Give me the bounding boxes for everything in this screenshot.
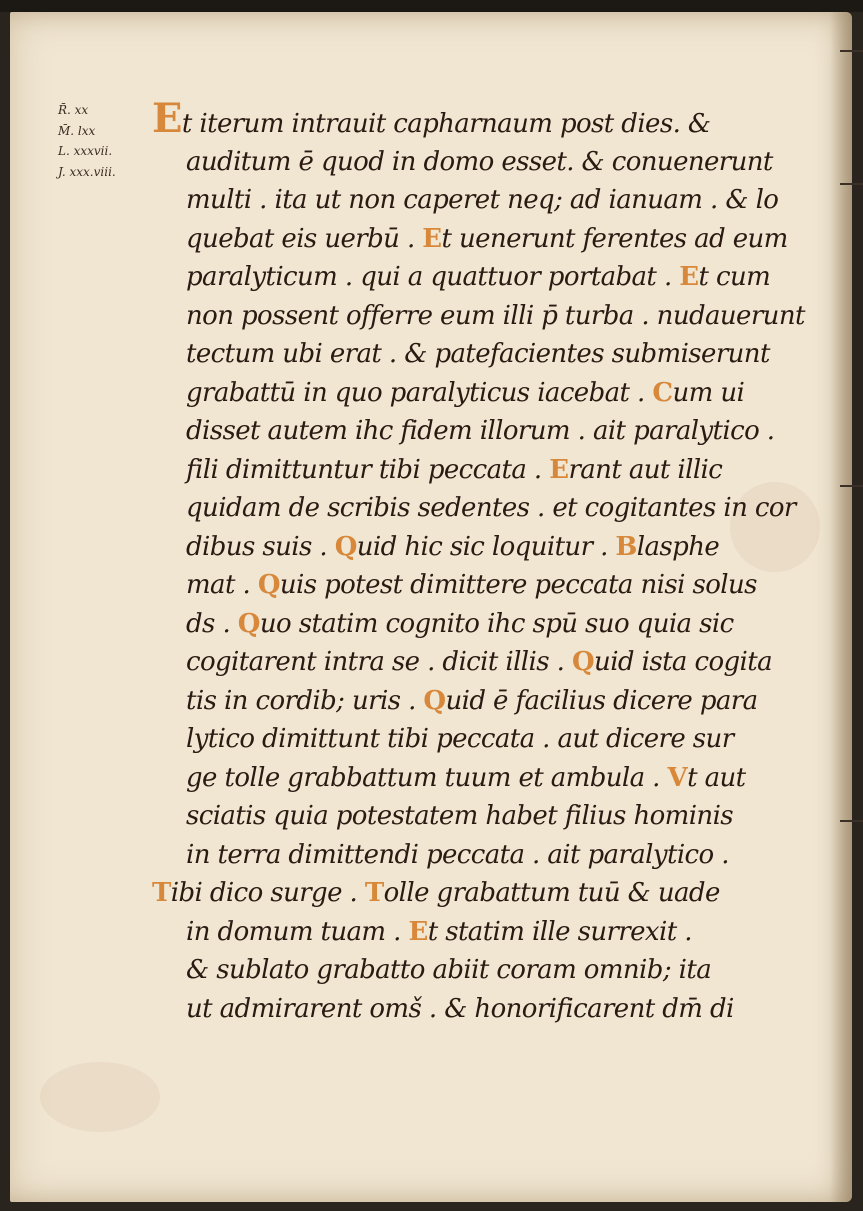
line-text: in domum tuam .	[186, 916, 409, 947]
line-text: tectum ubi erat . & patefacientes submiserunt	[186, 339, 770, 369]
text-line	[186, 990, 776, 1029]
text-line	[186, 643, 776, 682]
rubric-initial: C	[652, 377, 673, 408]
text-line	[186, 682, 776, 721]
text-line	[186, 528, 776, 567]
line-text: sciatis quia potestatem habet filius hominis	[186, 801, 734, 831]
text-line	[186, 605, 776, 644]
line-text: auditum ē quod in domo esset. & conuenerunt	[186, 146, 773, 177]
line-text: non possent offerre eum illi p̄ turba . nudauerunt	[186, 300, 805, 331]
text-line	[186, 297, 805, 336]
line-text: uid ista cogita	[594, 647, 773, 677]
rubric-initial: V	[667, 762, 688, 793]
main-text-column	[152, 95, 805, 1028]
line-text: lytico dimittunt tibi peccata . aut dicere sur	[186, 724, 734, 754]
line-text: ibi dico surge .	[170, 878, 365, 908]
line-text: uid ē facilius dicere para	[445, 685, 758, 716]
text-line	[186, 951, 776, 990]
line-text: dibus suis .	[186, 531, 335, 562]
line-text: t cum	[698, 262, 771, 292]
line-text: in terra dimittendi peccata . ait paralytico .	[186, 839, 729, 870]
line-text: disset autem ihc fidem illorum . ait paralytico .	[186, 416, 775, 446]
text-line	[186, 566, 776, 605]
edge-tab	[840, 50, 863, 52]
rubric-initial: E	[408, 916, 428, 947]
line-text: quebat eis uerbū .	[186, 223, 423, 254]
scan-top-border	[0, 0, 863, 12]
text-line	[152, 95, 776, 143]
text-line	[186, 913, 776, 952]
margin-note: L. xxxvii.	[58, 144, 113, 158]
line-text: t aut	[687, 762, 746, 793]
rubric-initial: Q	[257, 570, 280, 600]
line-text: t uenerunt ferentes ad eum	[441, 223, 788, 254]
rubric-initial: E	[679, 262, 699, 292]
line-text: ut admirarent omš . & honorificarent dm̄ di	[186, 993, 734, 1024]
stain	[40, 1062, 160, 1132]
text-line	[186, 258, 776, 297]
initial-letter: T	[152, 878, 171, 908]
canon-table-notes	[58, 100, 116, 182]
margin-note: M̄. lxx	[58, 123, 96, 138]
line-text: mat .	[186, 570, 258, 600]
line-text: lasphe	[636, 531, 720, 562]
line-text: grabattū in quo paralyticus iacebat .	[186, 377, 653, 408]
line-text: tis in cordib; uris .	[186, 685, 424, 716]
rubric-initial: Q	[571, 647, 595, 677]
line-text: um ui	[672, 377, 745, 408]
rubric-initial: Q	[423, 685, 446, 716]
text-line	[186, 451, 776, 490]
text-line	[186, 374, 776, 413]
rubric-initial: B	[615, 531, 637, 562]
rubric-initial: Q	[237, 608, 260, 639]
text-line	[186, 759, 776, 798]
text-line	[152, 874, 776, 913]
text-line	[186, 720, 776, 759]
line-text: cogitarent intra se . dicit illis .	[186, 647, 572, 677]
line-text: paralyticum . qui a quattuor portabat .	[186, 262, 680, 292]
text-line	[186, 220, 788, 259]
line-text: quidam de scribis sedentes . et cogitantes in cor	[186, 493, 796, 523]
line-text: ge tolle grabbattum tuum et ambula .	[186, 762, 668, 793]
margin-note: R̄. xx	[58, 103, 89, 117]
line-text: rant aut illic	[568, 454, 723, 485]
text-line	[186, 797, 776, 836]
text-line	[186, 836, 776, 875]
text-line	[186, 335, 776, 374]
text-line	[186, 181, 779, 220]
edge-tab	[840, 820, 863, 822]
edge-tab	[840, 485, 863, 487]
line-text: olle grabattum tuū & uade	[383, 878, 720, 908]
line-text: fili dimittuntur tibi peccata .	[186, 454, 550, 485]
rubric-initial: E	[549, 454, 569, 485]
line-text: & sublato grabatto abiit coram omnib; ita	[186, 955, 712, 985]
line-text: uid hic sic loquitur .	[356, 531, 616, 562]
page-edge-shadow	[830, 12, 852, 1202]
edge-tab	[840, 183, 863, 185]
text-line	[186, 489, 796, 528]
rubric-initial: Q	[334, 531, 357, 562]
line-text: ds .	[186, 608, 238, 639]
rubric-initial: T	[364, 878, 384, 908]
text-line	[186, 143, 776, 182]
line-text: multi . ita ut non caperet neq; ad ianuam . & lo	[186, 185, 779, 215]
line-text: uo statim cognito ihc spū suo quia sic	[259, 608, 734, 639]
text-line	[186, 412, 776, 451]
rubric-initial: E	[422, 223, 442, 254]
line-text: t iterum intrauit capharnaum post dies. &	[181, 109, 711, 139]
line-text: t statim ille surrexit .	[427, 916, 692, 947]
line-text: uis potest dimittere peccata nisi solus	[279, 570, 757, 600]
margin-note: J. xxx.viii.	[58, 164, 116, 179]
initial-letter: E	[152, 95, 182, 142]
